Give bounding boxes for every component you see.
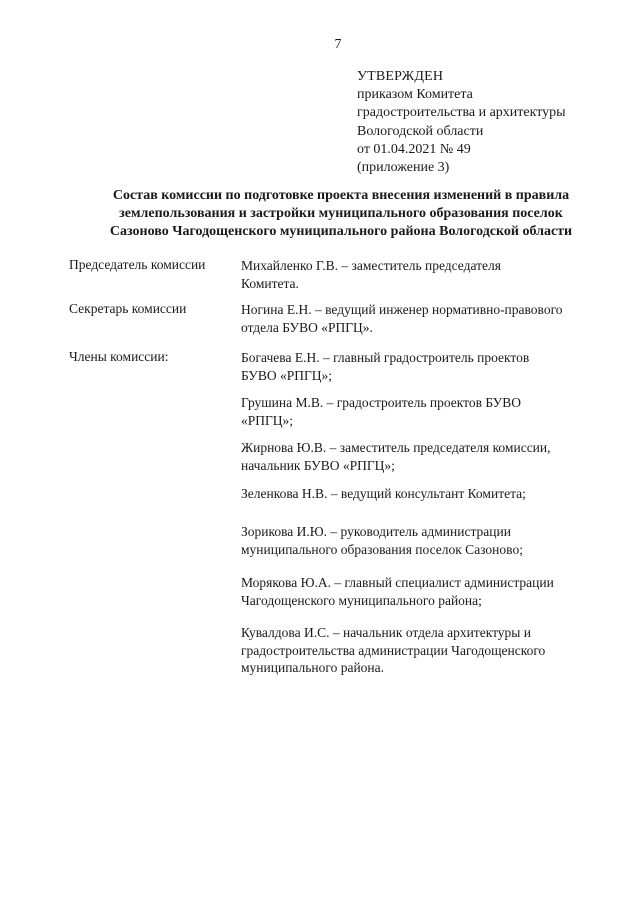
entry-line: Михайленко Г.В. – заместитель председателя — [241, 258, 501, 273]
entry-line: отдела БУВО «РПГЦ». — [241, 319, 373, 335]
approval-line: Вологодской области — [357, 123, 484, 139]
entry-line: Зеленкова Н.В. – ведущий консультант Комитета; — [241, 486, 526, 501]
role-members: Члены комиссии: — [69, 349, 169, 364]
approval-line: УТВЕРЖДЕН — [357, 69, 444, 84]
title-line: Сазоново Чагодощенского муниципального района Вологодской области — [109, 224, 573, 239]
entry-line: Зорикова И.Ю. – руководитель администрации — [241, 524, 511, 539]
member-entry — [241, 439, 631, 474]
entry-line: Жирнова Ю.В. – заместитель председателя комиссии, — [241, 440, 551, 455]
entry-line: Богачева Е.Н. – главный градостроитель проектов — [241, 350, 530, 365]
member-entry — [241, 257, 631, 292]
entry-line: БУВО «РПГЦ»; — [241, 367, 333, 383]
entry-line: Морякова Ю.А. – главный специалист администрации — [241, 575, 554, 590]
entry-line: начальник БУВО «РПГЦ»; — [241, 457, 395, 473]
role-secretary: Секретарь комиссии — [69, 301, 187, 316]
role-chair: Председатель комиссии — [69, 257, 206, 272]
document-title — [60, 187, 622, 241]
approval-line: градостроительства и архитектуры — [357, 105, 566, 121]
member-entry — [241, 349, 631, 384]
entry-line: «РПГЦ»; — [241, 412, 294, 428]
approval-line: (приложение 3) — [357, 160, 450, 176]
entry-line: Кувалдова И.С. – начальник отдела архитектуры и — [241, 625, 531, 640]
approval-line: от 01.04.2021 № 49 — [357, 141, 471, 157]
entry-line: муниципального образования поселок Сазоново; — [241, 541, 523, 557]
approval-stamp — [357, 68, 566, 177]
entry-line: Чагодощенского муниципального района; — [241, 592, 482, 608]
title-line: землепользования и застройки муниципального образования поселок — [119, 206, 563, 221]
entry-line: муниципального района. — [241, 660, 385, 675]
entry-line: Грушина М.В. – градостроитель проектов БУВО — [241, 395, 521, 410]
member-entry — [241, 574, 631, 609]
entry-line: Ногина Е.Н. – ведущий инженер нормативно-правового — [241, 302, 563, 317]
member-entry — [241, 485, 631, 503]
member-entry — [241, 394, 631, 429]
page-number: 7 — [334, 37, 342, 52]
member-entry — [241, 624, 631, 677]
entry-line: Комитета. — [241, 275, 299, 291]
approval-line: приказом Комитета — [357, 87, 473, 103]
entry-line: градостроительства администрации Чагодощенского — [241, 642, 546, 658]
member-entry — [241, 301, 631, 336]
member-entry — [241, 523, 631, 558]
title-line: Состав комиссии по подготовке проекта внесения изменений в правила — [112, 188, 570, 203]
